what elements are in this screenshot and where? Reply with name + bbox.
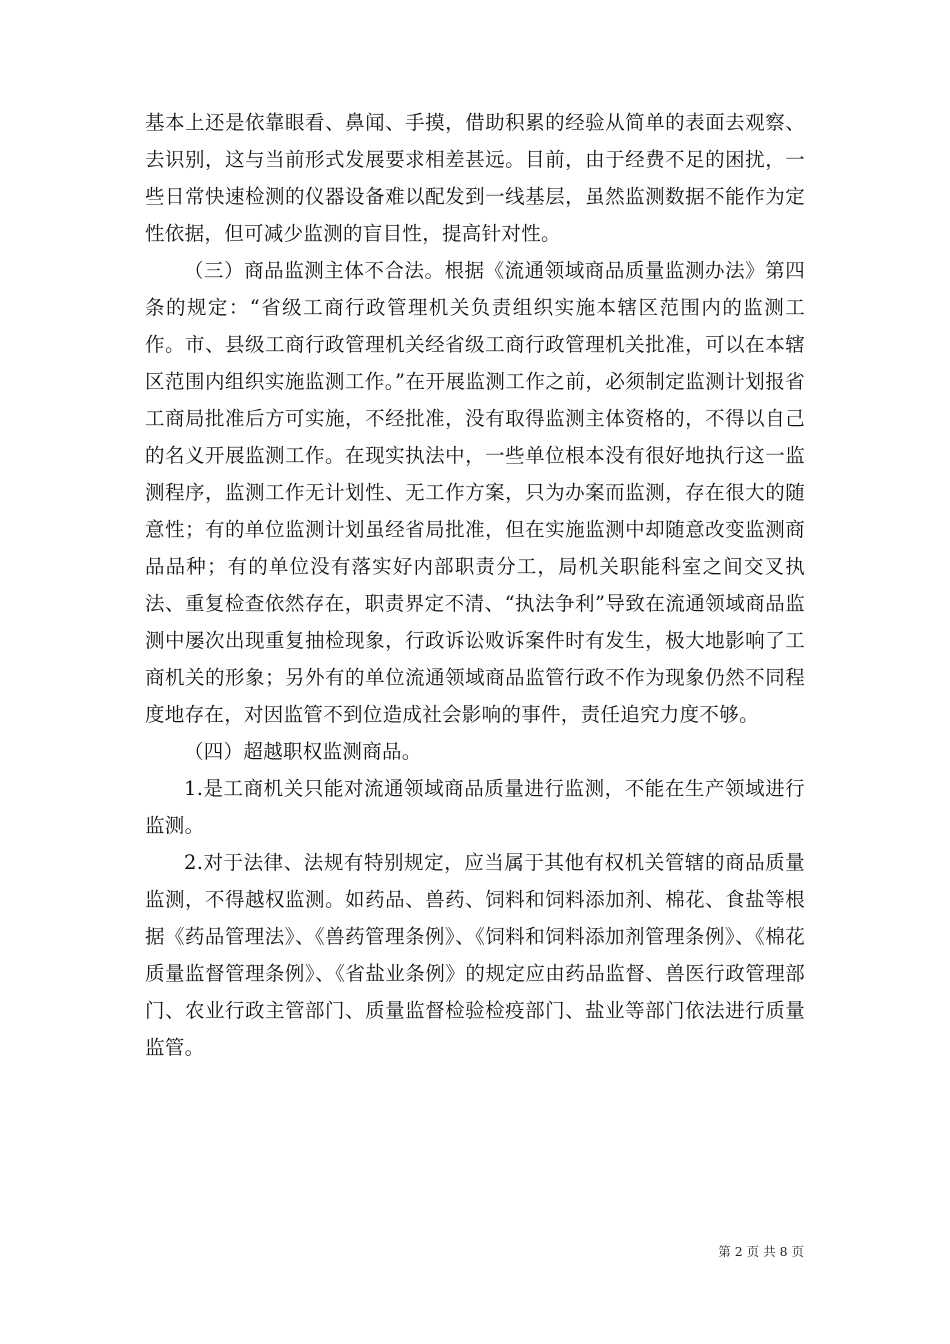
- page-number-footer: 第 2 页 共 8 页: [718, 1244, 804, 1259]
- paragraph-continuation: 基本上还是依靠眼看、鼻闻、手摸，借助积累的经验从简单的表面去观察、去识别，这与当前形式发展要求相差甚远。目前，由于经费不足的困扰，一些日常快速检测的仪器设备难以配发到一线基层，虽然监测数据不能作为定性依据，但可减少监测的盲目性，提高针对性。: [145, 111, 805, 245]
- document-body: [145, 104, 805, 1066]
- paragraph-section-three: （三）商品监测主体不合法。根据《流通领域商品质量监测办法》第四条的规定：“省级工商行政管理机关负责组织实施本辖区范围内的监测工作。市、县级工商行政管理机关经省级工商行政管理机关批准，可以在本辖区范围内组织实施监测工作。”在开展监测工作之前，必须制定监测计划报省工商局批准后方可实施，不经批准，没有取得监测主体资格的，不得以自己的名义开展监测工作。在现实执法中，一些单位根本没有很好地执行这一监测程序，监测工作无计划性、无工作方案，只为办案而监测，存在很大的随意性；有的单位监测计划虽经省局批准，但在实施监测中却随意改变监测商品品种；有的单位没有落实好内部职责分工，局机关职能科室之间交叉执法、重复检查依然存在，职责界定不清、“执法争利”导致在流通领域商品监测中屡次出现重复抽检现象，行政诉讼败诉案件时有发生，极大地影响了工商机关的形象；另外有的单位流通领域商品监管行政不作为现象仍然不同程度地存在，对因监管不到位造成社会影响的事件，责任追究力度不够。: [145, 259, 805, 726]
- paragraph-item-two: 2.对于法律、法规有特别规定，应当属于其他有权机关管辖的商品质量监测，不得越权监测。如药品、兽药、饲料和饲料添加剂、棉花、食盐等根据《药品管理法》、《兽药管理条例》、《饲料和饲料添加剂管理条例》、《棉花质量监督管理条例》、《省盐业条例》的规定应由药品监督、兽医行政管理部门、农业行政主管部门、质量监督检验检疫部门、盐业等部门依法进行质量监管。: [145, 851, 805, 1059]
- paragraph-item-one: 1.是工商机关只能对流通领域商品质量进行监测，不能在生产领域进行监测。: [145, 777, 805, 837]
- paragraph-section-four-heading: （四）超越职权监测商品。: [184, 740, 422, 763]
